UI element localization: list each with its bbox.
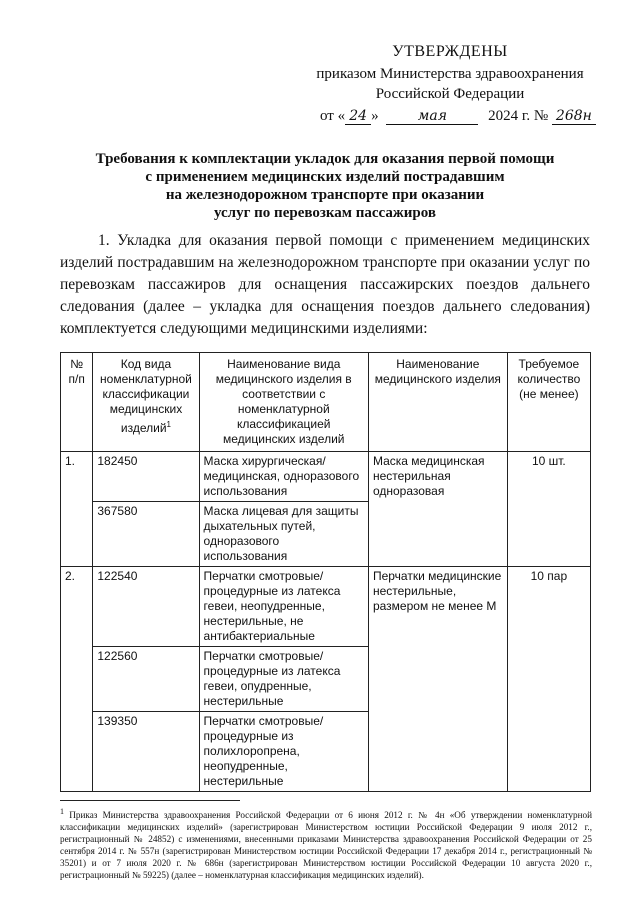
footnote	[60, 806, 592, 881]
paragraph-1: 1. Укладка для оказания первой помощи с применением медицинских изделий пострадавшим на железнодорожном транспорте при оказании услуг по перевозкам пассажиров для оснащения пассажирских поездов дальнего следования (далее – укладка для оснащения поездов дальнего следования) комплектуется следующими медицинскими изделиями:	[60, 232, 590, 337]
title-line-2: с применением медицинских изделий пострадавшим	[145, 169, 505, 185]
row-code: 139350	[93, 712, 199, 792]
footnote-divider	[60, 800, 240, 801]
date-day-handwritten: 24	[345, 109, 371, 125]
order-number-handwritten: 268н	[552, 109, 596, 125]
row-quantity: 10 пар	[507, 567, 590, 792]
footnote-ref: 1	[166, 420, 171, 429]
table-header-row	[61, 353, 591, 452]
approval-block	[300, 42, 600, 126]
row-type-name: Перчатки смотровые/ процедурные из полихлоропрена, неопудренные, нестерильные	[199, 712, 368, 792]
row-code: 182450	[93, 452, 199, 502]
header-num: № п/п	[61, 353, 93, 452]
date-prefix: от «	[320, 108, 346, 124]
row-quantity: 10 шт.	[507, 452, 590, 567]
row-type-name: Перчатки смотровые/ процедурные из латекса гевеи, опудренные, нестерильные	[199, 647, 368, 712]
row-code: 122540	[93, 567, 199, 647]
row-code: 367580	[93, 502, 199, 567]
approval-title: УТВЕРЖДЕНЫ	[392, 43, 508, 60]
row-type-name: Маска лицевая для защиты дыхательных путей, одноразового использования	[199, 502, 368, 567]
header-device-name: Наименование медицинского изделия	[368, 353, 507, 452]
approval-line-2: Российской Федерации	[375, 86, 525, 102]
date-month-handwritten: мая	[386, 109, 478, 125]
approval-date-line	[300, 106, 600, 126]
header-quantity: Требуемое количество (не менее)	[507, 353, 590, 452]
document-title	[60, 150, 590, 222]
row-code: 122560	[93, 647, 199, 712]
approval-line-1: приказом Министерства здравоохранения	[316, 66, 584, 82]
title-line-4: услуг по перевозкам пассажиров	[213, 205, 436, 221]
header-type-name: Наименование вида медицинского изделия в соответствии с номенклатурной классификацией медицинских изделий	[199, 353, 368, 452]
footnote-mark: 1	[60, 807, 64, 816]
table-row	[61, 452, 591, 502]
header-code	[93, 353, 199, 452]
table-row	[61, 567, 591, 647]
title-line-3: на железнодорожном транспорте при оказании	[165, 187, 485, 203]
requirements-table	[60, 352, 591, 792]
date-mid: »	[371, 108, 379, 124]
row-num: 2.	[61, 567, 93, 792]
title-line-1: Требования к комплектации укладок для оказания первой помощи	[95, 151, 555, 167]
header-code-text: Код вида номенклатурной классификации медицинских изделий	[100, 357, 192, 435]
row-num: 1.	[61, 452, 93, 567]
row-type-name: Маска хирургическая/ медицинская, одноразового использования	[199, 452, 368, 502]
date-year: 2024 г. №	[488, 108, 549, 124]
footnote-text: Приказ Министерства здравоохранения Российской Федерации от 6 июня 2012 г. № 4н «Об утверждении номенклатурной классификации медицинских изделий» (зарегистрирован Министерством юстиции Российской Федерации 9 июля 2012 г., регистрационный № 24852) с изменениями, внесенными приказами Министерства здравоохранения Российской Федерации от 25 сентября 2014 г. № 557н (зарегистрирован Министерством юстиции Российской Федерации 17 декабря 2014 г., регистрационный № 35201) и от 7 июля 2020 г. № 686н (зарегистрирован Министерством юстиции Российской Федерации 10 августа 2020 г., регистрационный № 59225) (далее – номенклатурная классификация медицинских изделий).	[60, 810, 592, 881]
row-type-name: Перчатки смотровые/ процедурные из латекса гевеи, неопудренные, нестерильные, не антибактериальные	[199, 567, 368, 647]
row-device-name: Перчатки медицинские нестерильные, размером не менее М	[368, 567, 507, 792]
row-device-name: Маска медицинская нестерильная одноразовая	[368, 452, 507, 567]
